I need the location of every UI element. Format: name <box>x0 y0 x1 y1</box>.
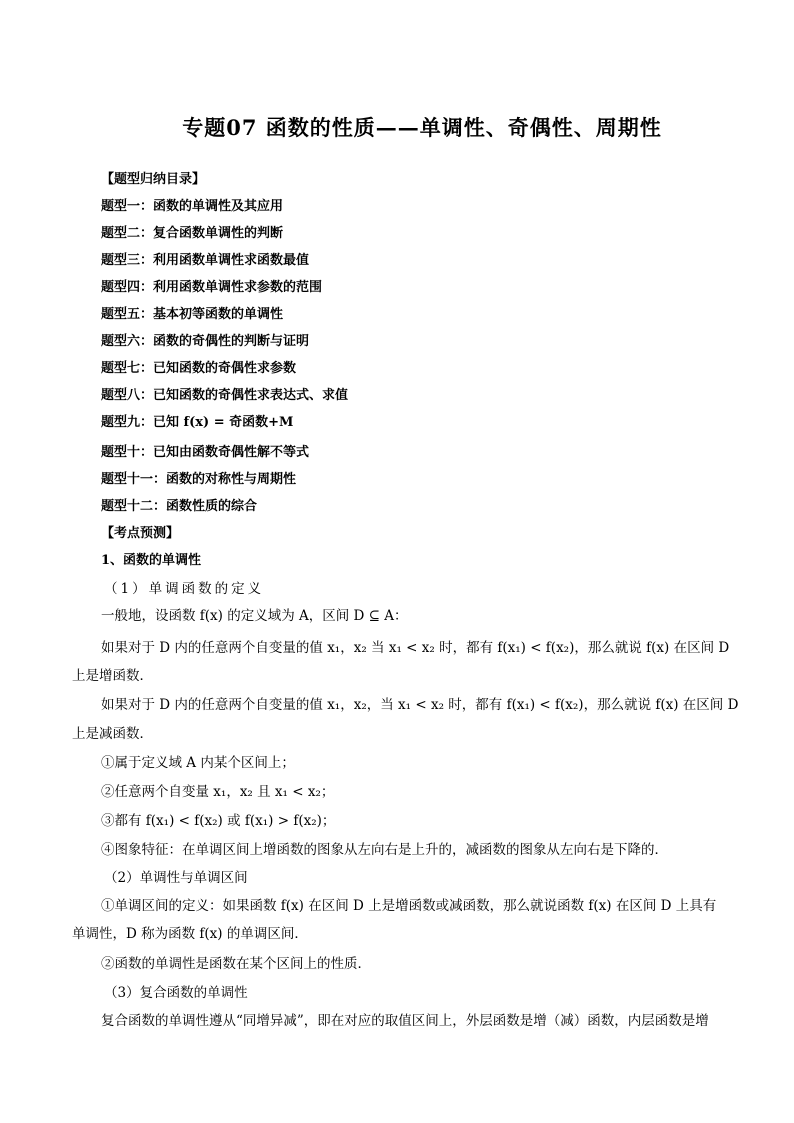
paragraph: 上是减函数． <box>72 726 153 742</box>
toc-item: 题型六：函数的奇偶性的判断与证明 <box>101 334 310 349</box>
condition-item: ①属于定义域 A 内某个区间上； <box>101 755 295 771</box>
subsection-heading: （2）单调性与单调区间 <box>104 870 248 886</box>
toc-item: 题型十：已知由函数奇偶性解不等式 <box>101 445 310 460</box>
paragraph: 如果对于 D 内的任意两个自变量的值 x₁，x₂ 当 x₁ < x₂ 时，都有 f(x₁) < f(x₂)，那么就说 f(x) 在区间 D <box>101 640 730 656</box>
toc-item: 题型十一：函数的对称性与周期性 <box>101 472 297 487</box>
page-title: 专题07 函数的性质——单调性、奇偶性、周期性 <box>182 115 662 140</box>
toc-item: 题型九：已知 f(x) = 奇函数+M <box>101 415 294 430</box>
paragraph: 上是增函数． <box>72 668 153 684</box>
toc-item: 题型十二：函数性质的综合 <box>101 499 258 514</box>
condition-item: ③都有 f(x₁) < f(x₂) 或 f(x₁) > f(x₂)； <box>101 813 336 829</box>
toc-item: 题型五：基本初等函数的单调性 <box>101 307 284 322</box>
paragraph: 单调性，D 称为函数 f(x) 的单调区间． <box>72 926 308 942</box>
toc-item: 题型八：已知函数的奇偶性求表达式、求值 <box>101 388 349 403</box>
toc-heading: 【题型归纳目录】 <box>101 172 206 187</box>
section-heading: 1、函数的单调性 <box>101 553 202 568</box>
paragraph: ②函数的单调性是函数在某个区间上的性质． <box>101 956 371 972</box>
paragraph: 复合函数的单调性遵从“同增异减”，即在对应的取值区间上，外层函数是增（减）函数，内层函数是增 <box>101 1013 709 1029</box>
toc-item: 题型三：利用函数单调性求函数最值 <box>101 253 310 268</box>
toc-item: 题型一：函数的单调性及其应用 <box>101 199 284 214</box>
toc-item: 题型四：利用函数单调性求参数的范围 <box>101 280 323 295</box>
paragraph: 如果对于 D 内的任意两个自变量的值 x₁，x₂，当 x₁ < x₂ 时，都有 f(x₁) < f(x₂)，那么就说 f(x) 在区间 D <box>101 697 739 713</box>
toc-item: 题型七：已知函数的奇偶性求参数 <box>101 361 297 376</box>
subsection-heading: （1）单调函数的定义 <box>104 581 265 597</box>
paragraph: 一般地，设函数 f(x) 的定义域为 A，区间 D ⊆ A： <box>101 608 408 624</box>
condition-item: ④图象特征：在单调区间上增函数的图象从左向右是上升的，减函数的图象从左向右是下降的． <box>101 842 668 858</box>
subsection-heading: （3）复合函数的单调性 <box>104 985 248 1001</box>
toc-item: 题型二：复合函数单调性的判断 <box>101 226 284 241</box>
condition-item: ②任意两个自变量 x₁，x₂ 且 x₁ < x₂； <box>101 784 335 800</box>
forecast-heading: 【考点预测】 <box>101 526 180 541</box>
paragraph: ①单调区间的定义：如果函数 f(x) 在区间 D 上是增函数或减函数，那么就说函数 f(x) 在区间 D 上具有 <box>101 898 717 914</box>
